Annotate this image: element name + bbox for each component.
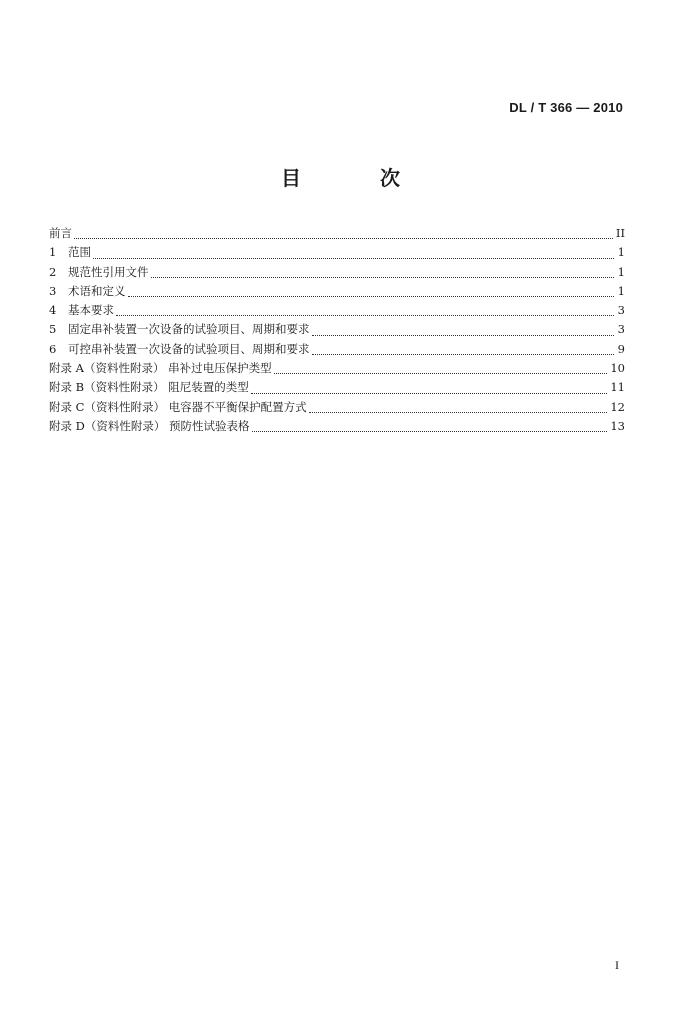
toc-entry-number: 6 [49,341,57,356]
toc-entry-label: 术语和定义 [68,283,126,298]
toc-entry-number: 3 [49,283,57,298]
toc-entry-appendix-a[interactable] [49,359,625,378]
toc-dot-leader [309,412,608,413]
toc-entry-page: 3 [617,303,625,318]
toc-entry-page: II [615,226,625,240]
toc-entry-3[interactable] [49,282,625,301]
toc-entry-label: 附录 C（资料性附录） 电容器不平衡保护配置方式 [49,399,307,414]
toc-dot-leader [128,296,615,297]
toc-entry-number: 5 [49,322,57,337]
toc-entry-page: 11 [610,380,625,395]
toc-entry-page: 3 [617,322,625,337]
toc-entry-number: 4 [49,303,57,318]
toc-entry-4[interactable] [49,301,625,320]
toc-entry-5[interactable] [49,320,625,339]
toc-entry-page: 1 [617,283,625,298]
toc-entry-label: 前言 [49,226,72,240]
toc-title: 目 次 [281,166,436,190]
toc-entry-label: 规范性引用文件 [68,264,149,279]
toc-dot-leader [274,373,608,374]
toc-dot-leader [251,393,608,394]
toc-dot-leader [312,354,615,355]
toc-entry-label: 附录 A（资料性附录） 串补过电压保护类型 [49,361,272,376]
toc-entry-label: 范围 [68,245,91,260]
toc-entry-6[interactable] [49,340,625,359]
toc-entry-appendix-b[interactable] [49,378,625,397]
toc-entry-number: 1 [49,245,57,260]
toc-entry-label: 基本要求 [68,303,114,318]
toc-dot-leader [312,335,615,336]
toc-entry-page: 12 [610,399,625,414]
table-of-contents [49,224,625,436]
toc-entry-2[interactable] [49,263,625,282]
toc-entry-label: 固定串补装置一次设备的试验项目、周期和要求 [68,322,310,337]
toc-entry-number: 2 [49,264,57,279]
toc-entry-label: 附录 B（资料性附录） 阻尼装置的类型 [49,380,249,395]
toc-entry-1[interactable] [49,243,625,262]
toc-entry-appendix-d[interactable] [49,417,625,436]
toc-dot-leader [151,277,615,278]
toc-dot-leader [252,431,608,432]
toc-entry-page: 9 [617,341,625,356]
toc-entry-label: 附录 D（资料性附录） 预防性试验表格 [49,418,250,433]
toc-dot-leader [74,238,613,239]
toc-entry-page: 13 [610,418,625,433]
toc-entry-page: 1 [617,264,625,279]
toc-entry-appendix-c[interactable] [49,398,625,417]
toc-entry-page: 10 [610,361,625,376]
toc-entry-foreword[interactable] [49,224,625,243]
toc-entry-page: 1 [617,245,625,260]
toc-dot-leader [93,258,614,259]
standard-number: DL / T 366 — 2010 [509,100,623,115]
toc-entry-label: 可控串补装置一次设备的试验项目、周期和要求 [68,341,310,356]
page-number: I [615,958,619,972]
toc-dot-leader [116,315,614,316]
